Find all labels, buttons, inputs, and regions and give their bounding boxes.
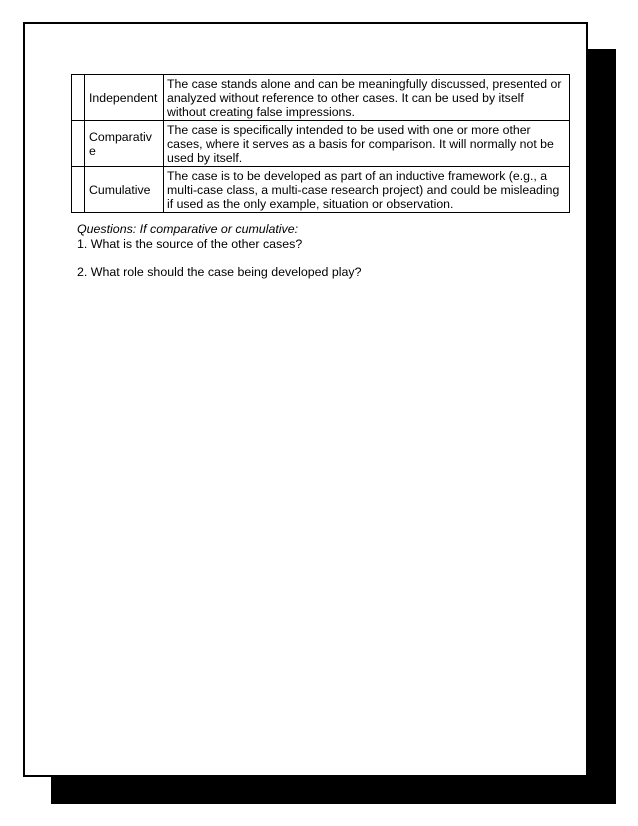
table-row	[72, 75, 570, 121]
question-item: 2. What role should the case being developed play?	[77, 265, 362, 279]
checkbox-cell[interactable]	[72, 75, 85, 121]
case-type-name: Comparativ e	[85, 121, 164, 167]
case-type-description: The case is specifically intended to be used with one or more other cases, where it serves as a basis for comparison. It will normally not be used by itself.	[164, 121, 570, 167]
document-page	[23, 22, 588, 777]
case-types-table	[71, 74, 570, 213]
checkbox-cell[interactable]	[72, 167, 85, 213]
case-type-name: Independent	[85, 75, 164, 121]
questions-section	[77, 222, 557, 280]
checkbox-cell[interactable]	[72, 121, 85, 167]
case-type-name: Cumulative	[85, 167, 164, 213]
case-type-description: The case stands alone and can be meaningfully discussed, presented or analyzed without reference to other cases. It can be used by itself without creating false impressions.	[164, 75, 570, 121]
table-row	[72, 167, 570, 213]
question-item: 1. What is the source of the other cases?	[77, 237, 303, 251]
questions-intro: Questions: If comparative or cumulative:	[77, 222, 299, 236]
table-row	[72, 121, 570, 167]
case-type-description: The case is to be developed as part of an inductive framework (e.g., a multi-case class, a multi-case research project) and could be misleading if used as the only example, situation or observation.	[164, 167, 570, 213]
